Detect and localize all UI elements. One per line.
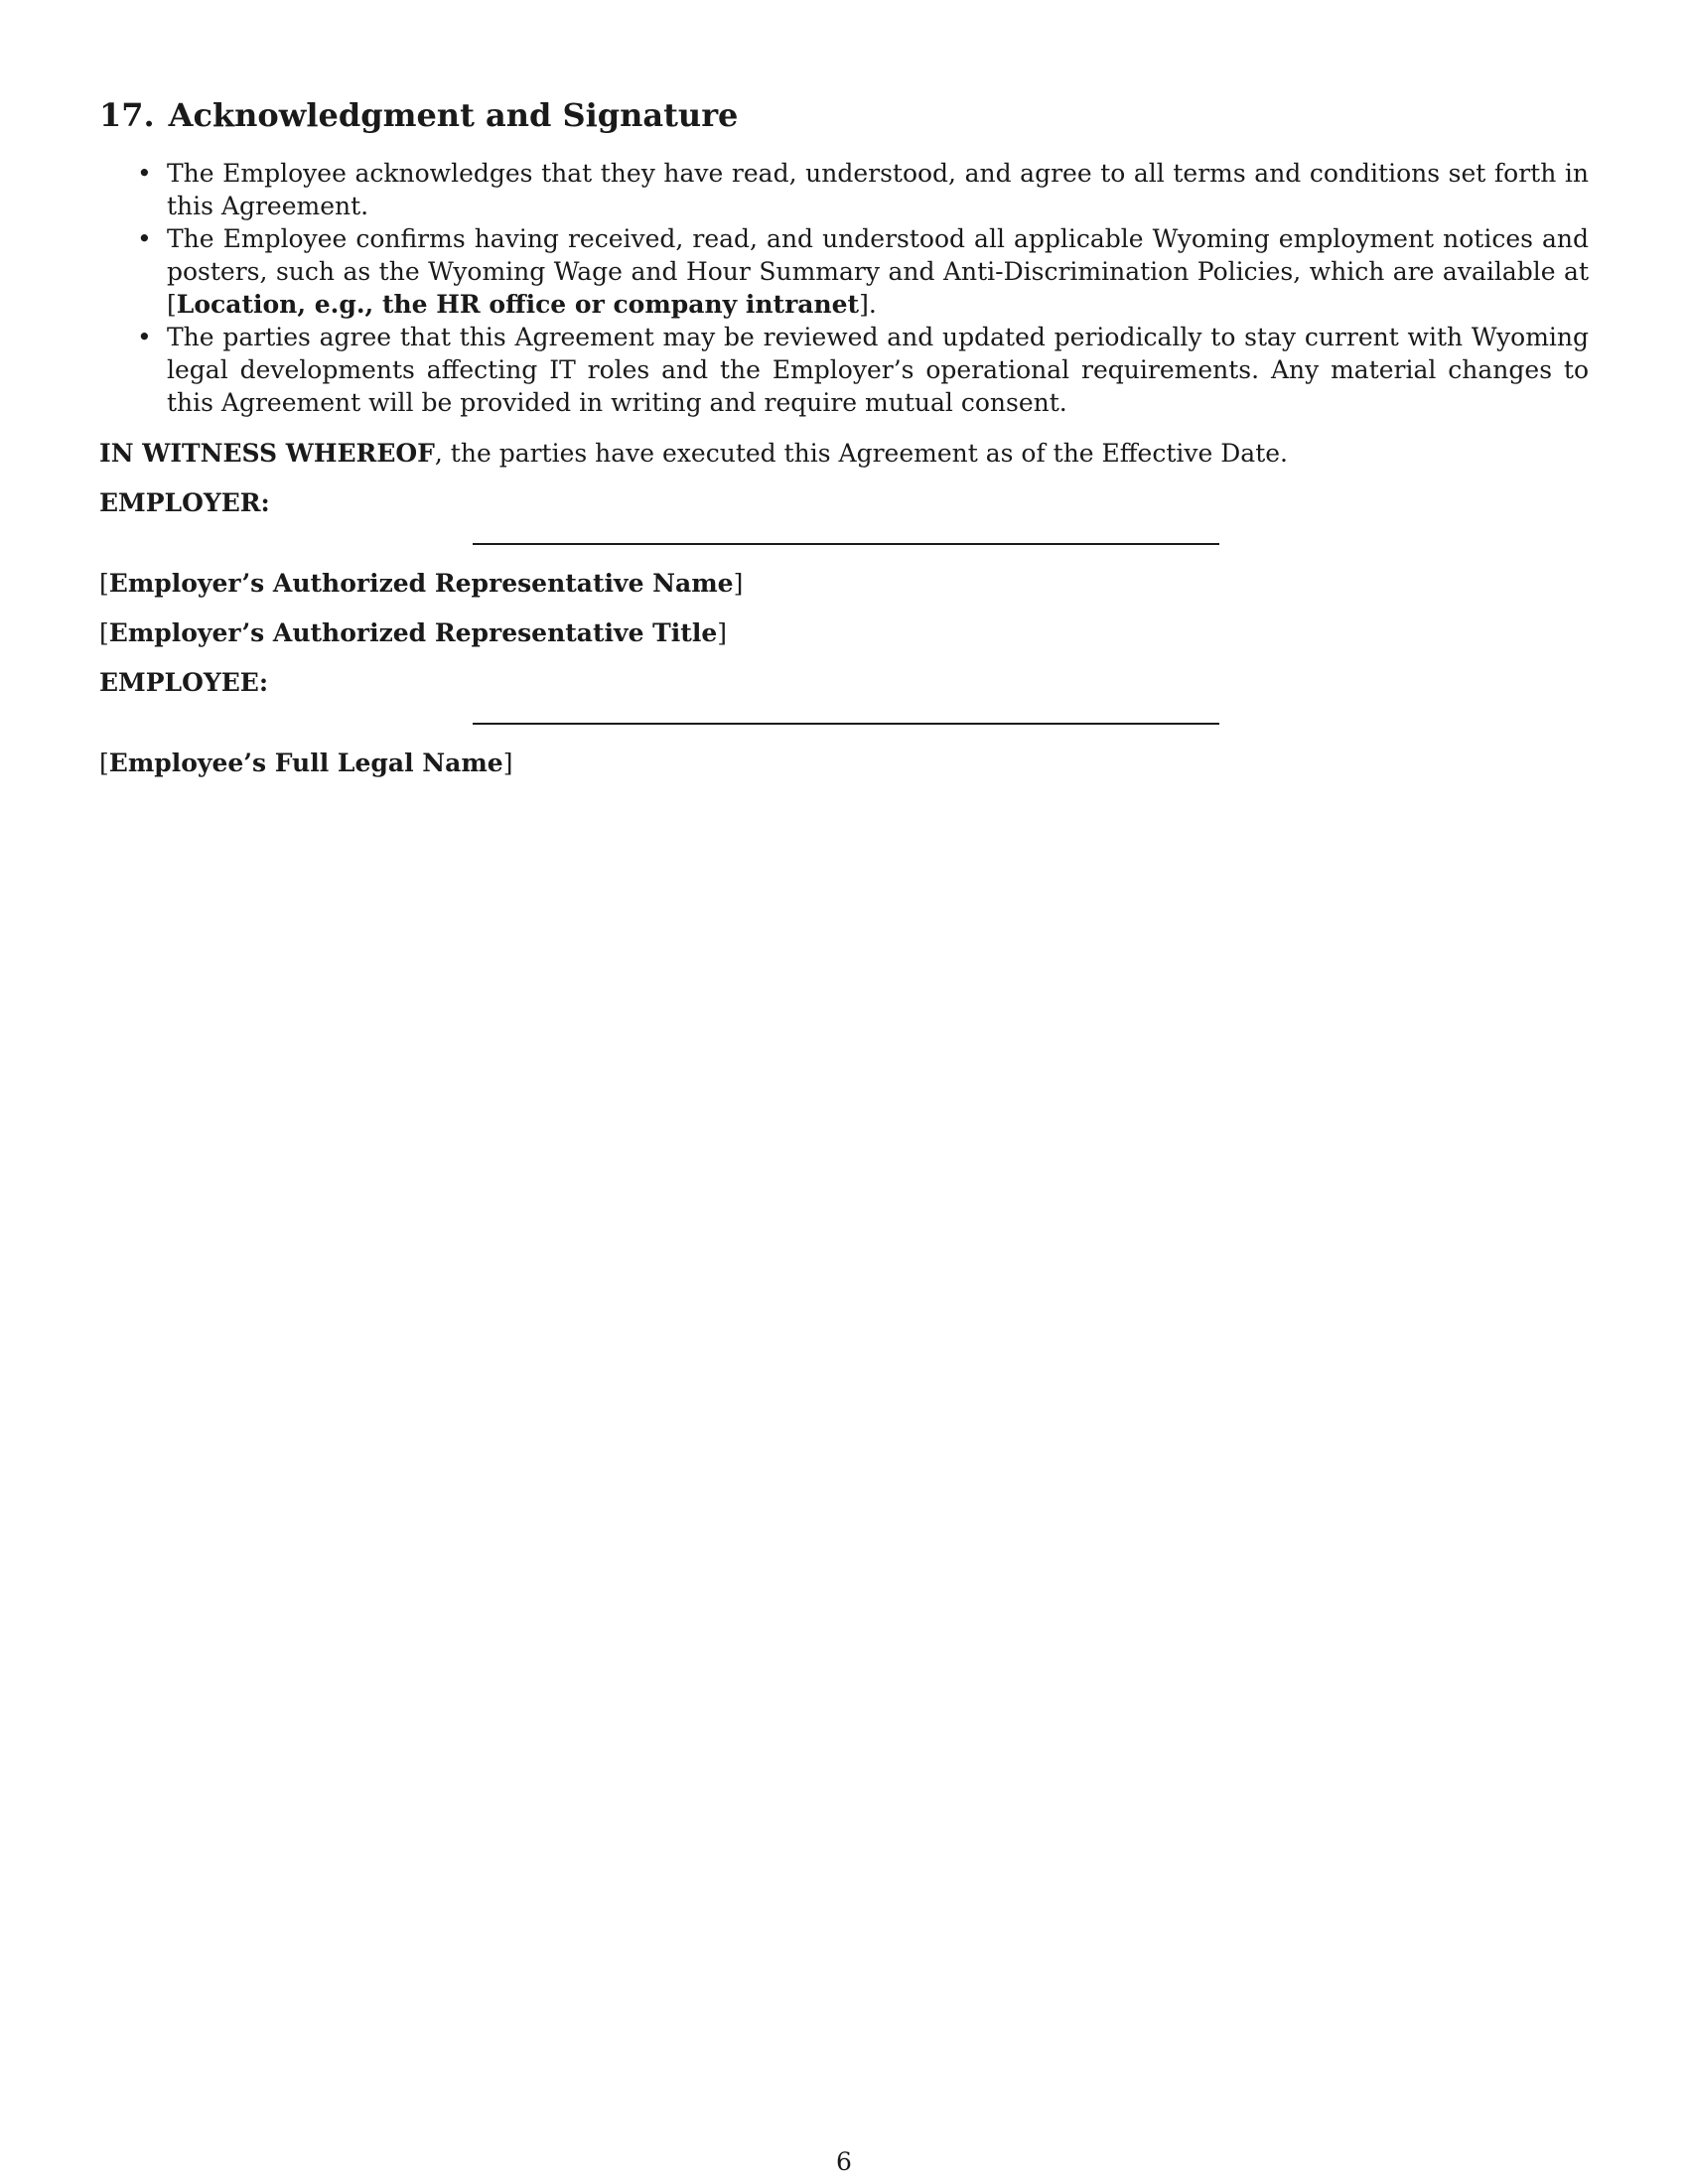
employer-rep-title: [Employer’s Authorized Representative Title] (99, 618, 727, 647)
list-item (99, 157, 1589, 222)
list-item-text: The Employee confirms having received, read, and understood all applicable Wyoming employment notices and posters, such as the Wyoming Wage and Hour Summary and Anti-Discrimination Policies, which are available at [ (167, 224, 1589, 319)
employee-signature-line (473, 723, 1219, 725)
employer-signature-line (473, 543, 1219, 545)
page-number: 6 (836, 2147, 852, 2176)
acknowledgment-list (99, 157, 1589, 419)
location-placeholder: Location, e.g., the HR office or company intranet (176, 290, 860, 319)
bullet-icon: • (137, 159, 152, 188)
list-item-text: The parties agree that this Agreement may be reviewed and updated periodically to stay current with Wyoming legal developments affecting IT roles and the Employer’s operational requirements. Any material changes to this Agreement will be provided in writing and require mutual consent. (167, 323, 1589, 417)
bullet-icon: • (137, 323, 152, 351)
list-item-text: The Employee acknowledges that they have read, understood, and agree to all terms and conditions set forth in this Agreement. (167, 159, 1589, 220)
section-number: 17. (99, 96, 155, 134)
witness-text: , the parties have executed this Agreement as of the Effective Date. (434, 439, 1289, 468)
witness-statement (99, 437, 1589, 470)
section-heading (99, 95, 1589, 135)
employee-label: EMPLOYEE: (99, 668, 269, 697)
employee-full-name: [Employee’s Full Legal Name] (99, 749, 513, 777)
list-item (99, 321, 1589, 419)
employer-rep-title-text: Employer’s Authorized Representative Title (108, 618, 718, 647)
bullet-icon: • (137, 224, 152, 253)
employer-rep-name: [Employer’s Authorized Representative Name] (99, 569, 744, 598)
section-title: Acknowledgment and Signature (168, 96, 739, 134)
list-item-text-end: ]. (859, 290, 877, 319)
employer-label: EMPLOYER: (99, 488, 270, 517)
list-item (99, 222, 1589, 321)
employee-full-name-text: Employee’s Full Legal Name (108, 749, 503, 777)
document-page (99, 95, 1589, 796)
employer-rep-name-text: Employer’s Authorized Representative Name (108, 569, 734, 598)
witness-heading: IN WITNESS WHEREOF (99, 439, 435, 468)
